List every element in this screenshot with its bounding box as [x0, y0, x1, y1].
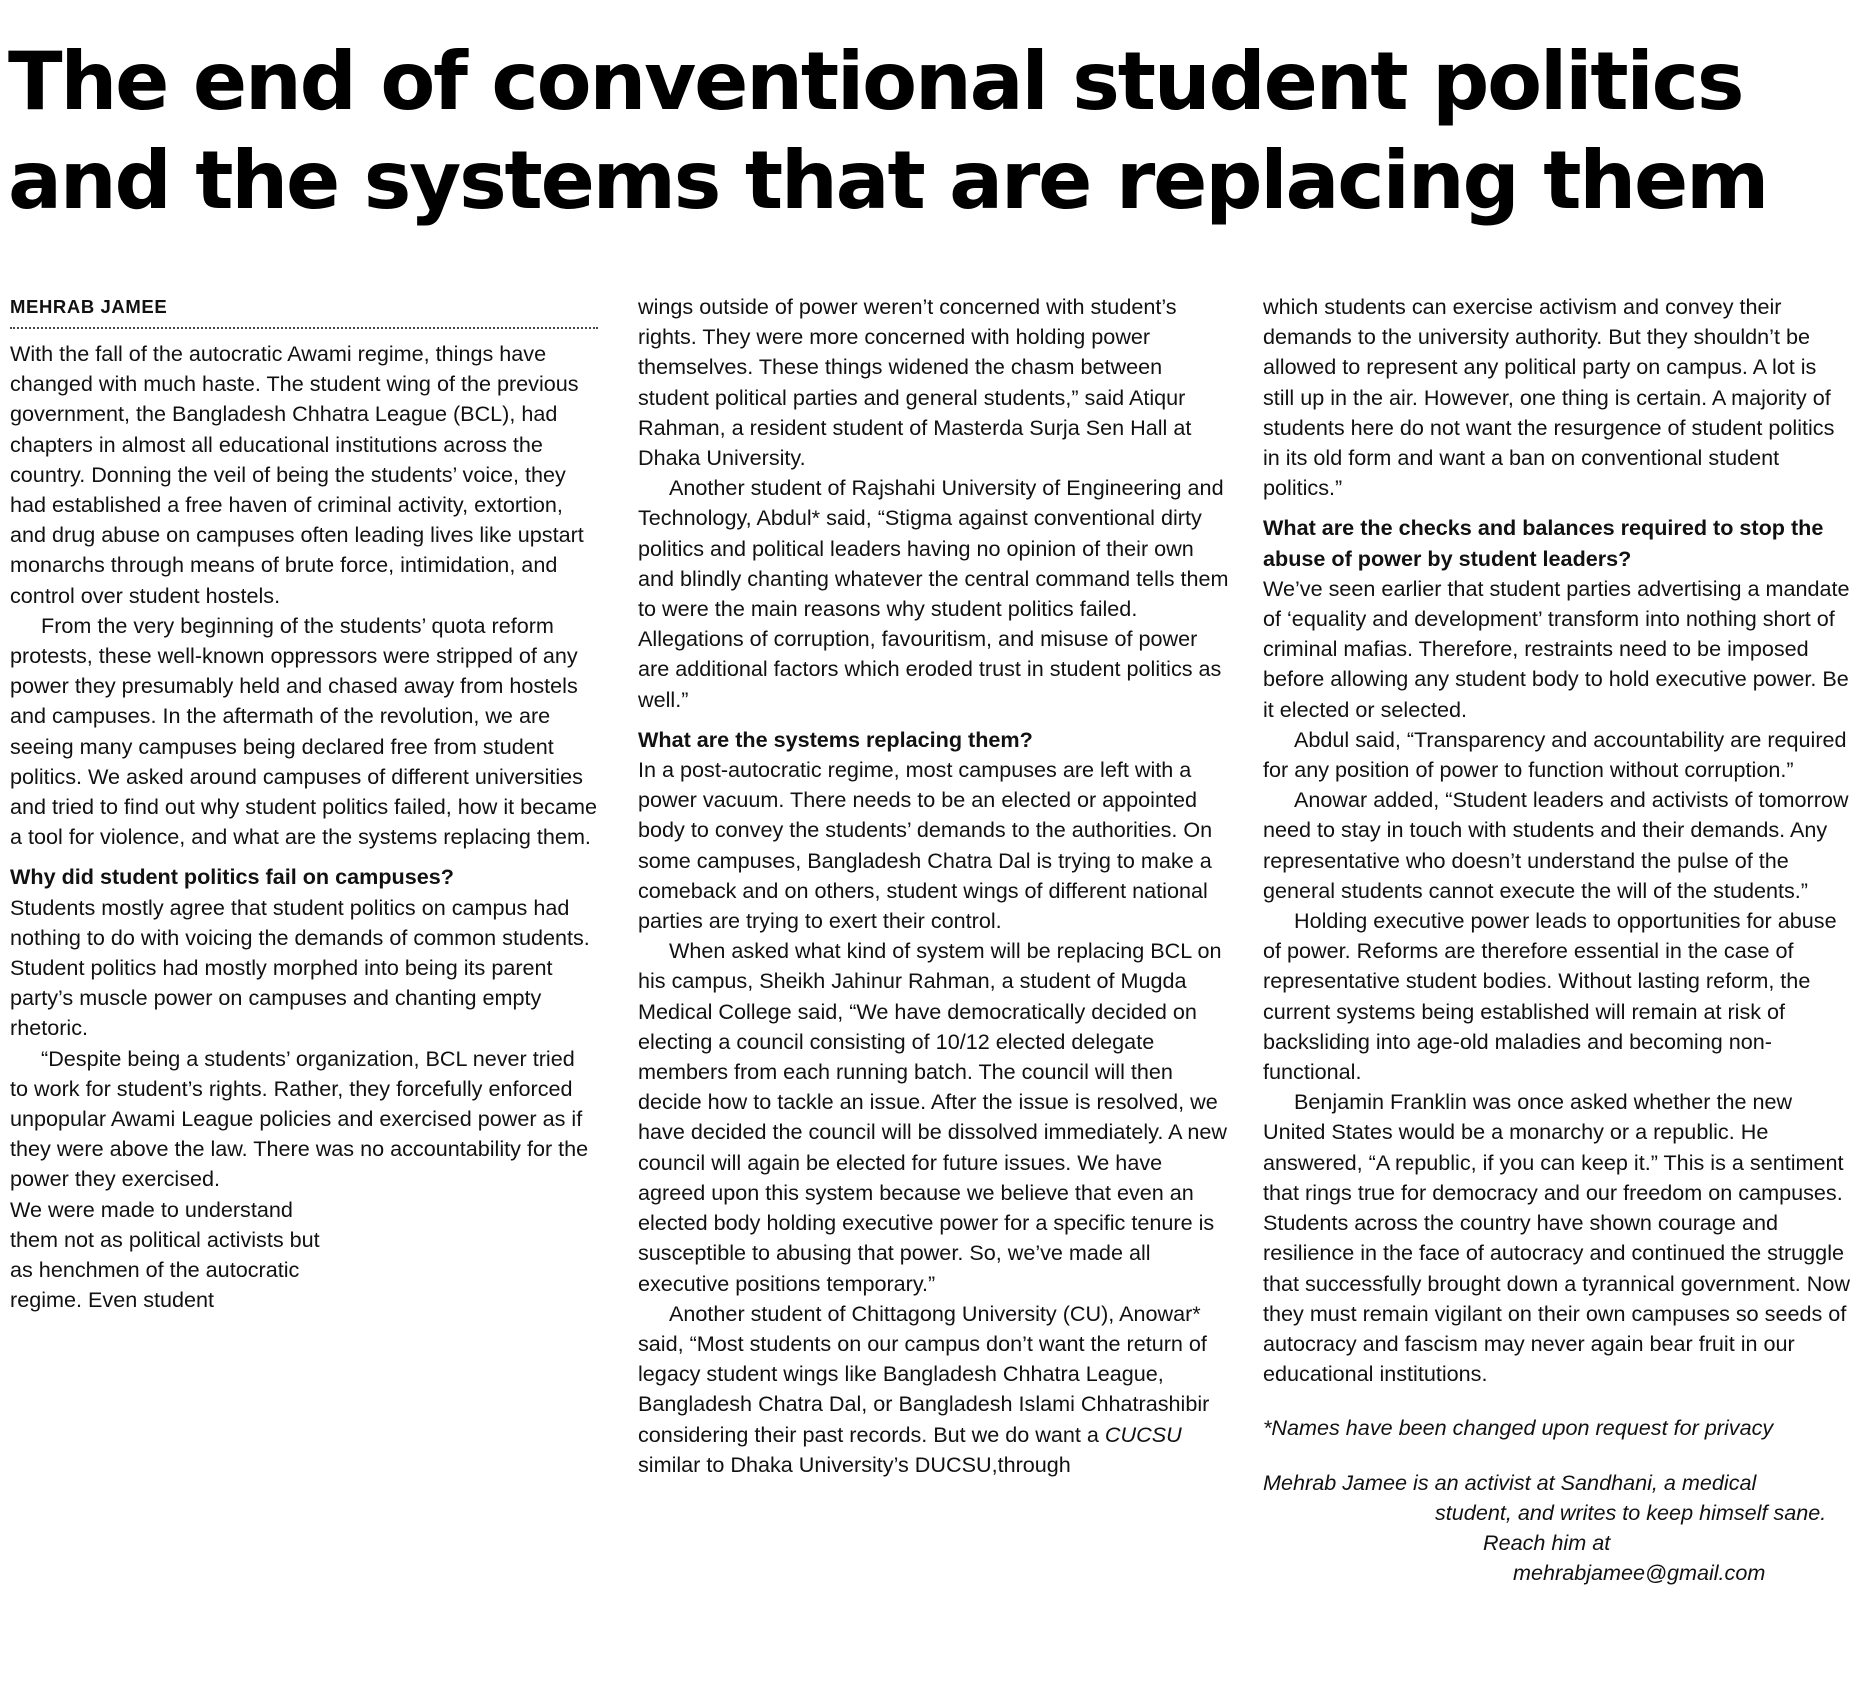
privacy-note: *Names have been changed upon request for privacy [1263, 1415, 1774, 1441]
paragraph: wings outside of power weren’t concerned with student’s rights. They were more concerned with holding power themselves. These things widened the chasm between student political parties and general students,” said Atiqur Rahman, a resident student of Masterda Surja Sen Hall at Dhaka University. [638, 294, 1192, 471]
paragraph: Anowar added, “Student leaders and activists of tomorrow need to stay in touch with students and their demands. Any representative who doesn’t understand the pulse of the general students cannot execute the will of the students.” [1263, 787, 1849, 903]
headline [8, 32, 1848, 230]
bio-line: student, and writes to keep himself sane. [1435, 1499, 1827, 1525]
paragraph: In a post-autocratic regime, most campuses are left with a power vacuum. There needs to be an elected or appointed body to convey the students’ demands to the authorities. On some campuses, Bangladesh Chatra Dal is trying to make a comeback and on others, student wings of different national parties are trying to exert their control. [638, 757, 1213, 934]
column-2 [638, 292, 1230, 1480]
paragraph: With the fall of the autocratic Awami regime, things have changed with much haste. The student wing of the previous government, the Bangladesh Chhatra League (BCL), had chapters in almost all educational institutions across the country. Donning the veil of being the students’ voice, they had established a free haven of criminal activity, extortion, and drug abuse on campuses often leading lives like upstart monarchs through means of brute force, intimidation, and control over student hostels. [10, 341, 584, 608]
headline-line-1: The end of conventional student politics [8, 35, 1743, 128]
paragraph-text: Another student of Chittagong University (CU), Anowar* said, “Most students on our campus don’t want the return of legacy student wings like Bangladesh Chhatra League, Bangladesh Chatra Dal, or Bangladesh Islami Chhatrashibir considering their past records. But we do want a [638, 1300, 1210, 1447]
column-1 [10, 295, 598, 1316]
paragraph-text: similar to Dhaka University’s DUCSU,through [638, 1451, 1071, 1477]
author-email: mehrabjamee@gmail.com [1513, 1560, 1766, 1586]
paragraph: “Despite being a students’ organization, BCL never tried to work for student’s rights. Rather, they forcefully enforced unpopular Awami League policies and exercised power as if they were above the law. There was no accountability for the power they exercised. [10, 1045, 589, 1192]
subheading: Why did student politics fail on campuses? [10, 864, 454, 890]
paragraph: Benjamin Franklin was once asked whether the new United States would be a monarchy or a republic. He answered, “A republic, if you can keep it.” This is a sentiment that rings true for democracy and our freedom on campuses. Students across the country have shown courage and resilience in the face of autocracy and continued the struggle that successfully brought down a tyrannical government. Now they must remain vigilant on their own campuses so seeds of autocracy and fascism may never again bear fruit in our educational institutions. [1263, 1089, 1850, 1387]
paragraph [638, 1299, 1230, 1480]
subheading: What are the checks and balances required to stop the abuse of power by student leaders? [1263, 515, 1824, 571]
headline-line-2: and the systems that are replacing them [8, 134, 1768, 227]
subheading: What are the systems replacing them? [638, 726, 1033, 752]
paragraph: Students mostly agree that student politics on campus had nothing to do with voicing the demands of common students. Student politics had mostly morphed into being its parent party’s muscle power on campuses and chanting empty rhetoric. [10, 894, 590, 1041]
paragraph: When asked what kind of system will be replacing BCL on his campus, Sheikh Jahinur Rahman, a student of Mugda Medical College said, “We have democratically decided on electing a council consisting of 10/12 elected delegate members from each running batch. The council will then decide how to tackle an issue. After the issue is resolved, we have decided the council will be dissolved immediately. A new council will again be elected for future issues. We have agreed upon this system because we believe that even an elected body holding executive power for a specific tenure is susceptible to abusing that power. So, we’ve made all executive positions temporary.” [638, 938, 1227, 1296]
cucsu-italic: CUCSU [1104, 1421, 1182, 1447]
paragraph: From the very beginning of the students’ quota reform protests, these well-known oppressors were stripped of any power they presumably held and chased away from hostels and campuses. In the aftermath of the revolution, we are seeing many campuses being declared free from student politics. We asked around campuses of different universities and tried to find out why student politics failed, how it became a tool for violence, and what are the systems replacing them. [10, 612, 597, 850]
paragraph: We were made to understand them not as political activists but as henchmen of the autocratic regime. Even student [10, 1196, 320, 1313]
paragraph: We’ve seen earlier that student parties advertising a mandate of ‘equality and development’ transform into nothing short of criminal mafias. Therefore, restraints need to be imposed before allowing any student body to hold executive power. Be it elected or selected. [1263, 575, 1850, 722]
paragraph: which students can exercise activism and convey their demands to the university authority. But they shouldn’t be allowed to represent any political party on campus. A lot is still up in the air. However, one thing is certain. A majority of students here do not want the resurgence of student politics in its old form and want a ban on conventional student politics.” [1263, 294, 1835, 501]
column-3 [1263, 292, 1852, 1588]
bio-line: Reach him at [1483, 1529, 1611, 1555]
paragraph: Holding executive power leads to opportunities for abuse of power. Reforms are therefore essential in the case of representative student bodies. Without lasting reform, the current systems being established will remain at risk of backsliding into age-old maladies and becoming non-functional. [1263, 908, 1837, 1085]
byline: MEHRAB JAMEE [10, 295, 598, 329]
author-bio [1263, 1468, 1852, 1589]
bio-line: Mehrab Jamee is an activist at Sandhani, a medical [1263, 1469, 1757, 1495]
paragraph: Abdul said, “Transparency and accountability are required for any position of power to function without corruption.” [1263, 726, 1847, 783]
paragraph: Another student of Rajshahi University of Engineering and Technology, Abdul* said, “Stigma against conventional dirty politics and political leaders having no opinion of their own and blindly chanting whatever the central command tells them to were the main reasons why student politics failed. Allegations of corruption, favouritism, and misuse of power are additional factors which eroded trust in student politics as well.” [638, 475, 1229, 712]
